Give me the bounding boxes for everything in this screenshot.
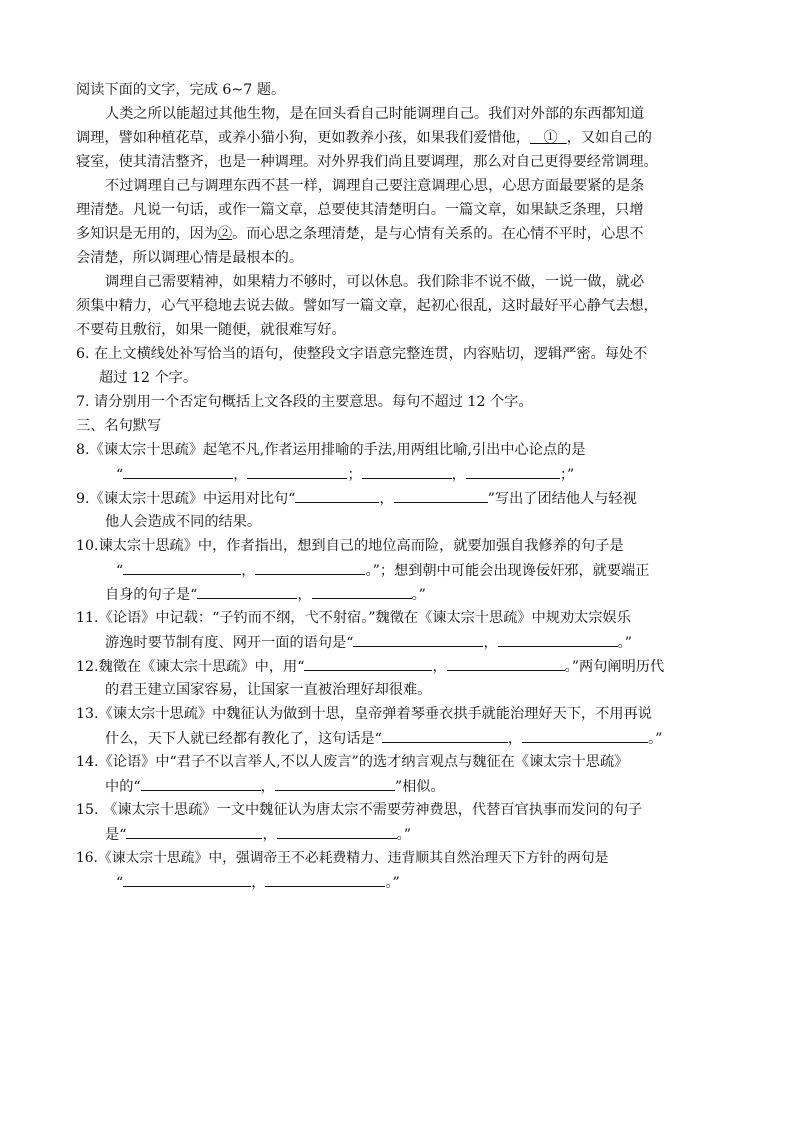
passage-p2-line2: 理清楚。凡说一句话，或作一篇文章，总要使其清楚明白。一篇文章，如果缺乏条理，只增 xyxy=(76,202,644,218)
q12-blank-2[interactable] xyxy=(447,654,565,671)
q11-blank-1[interactable] xyxy=(353,630,483,647)
question-13-line1: 13.《谏太宗十思疏》中魏征认为做到十思，皇帝弹着琴垂衣拱手就能治理好天下，不用再说 xyxy=(76,706,652,722)
q16-blank-2[interactable] xyxy=(265,870,385,887)
q9-blank-1[interactable] xyxy=(295,486,379,503)
question-12-line2: 的君王建立国家容易，让国家一直被治理好却很难。 xyxy=(105,682,432,698)
blank-2[interactable]: ② xyxy=(217,226,233,242)
q10-blank-3[interactable] xyxy=(197,582,297,599)
worksheet-page xyxy=(76,78,722,894)
question-7: 7. 请分别用一个否定句概括上文各段的主要意思。每句不超过 12 个字。 xyxy=(76,394,533,410)
passage-p1-line1: 人类之所以能超过其他生物，是在回头看自己时能调理自己。我们对外部的东西都知道 xyxy=(105,106,645,122)
q9-blank-2[interactable] xyxy=(394,486,488,503)
q13-blank-1[interactable] xyxy=(382,726,508,743)
question-10-line3: 自身的句子是“ ， 。” xyxy=(76,582,722,606)
q15-blank-2[interactable] xyxy=(277,822,397,839)
passage-p1-line2: 调理，譬如种植花草，或养小猫小狗，更如教养小孩，如果我们爱惜他， ① ，又如自己的 xyxy=(76,130,652,146)
q10-blank-4[interactable] xyxy=(312,582,412,599)
question-12-line1: 12.魏徵在《谏太宗十思疏》中，用“ ， 。”两句阐明历代 xyxy=(76,654,722,678)
passage-p2-line4: 会清楚，所以调理心情是最根本的。 xyxy=(76,250,304,266)
q13-blank-2[interactable] xyxy=(522,726,648,743)
question-16-line2: “ ， 。” xyxy=(76,870,722,894)
question-9-line2: 他人会造成不同的结果。 xyxy=(105,514,262,530)
q10-blank-2[interactable] xyxy=(255,558,365,575)
question-6-line2: 超过 12 个字。 xyxy=(99,370,198,386)
q15-blank-1[interactable] xyxy=(126,822,262,839)
passage-p3-line1: 调理自己需要精神，如果精力不够时，可以休息。我们除非不说不做，一说一做，就必 xyxy=(105,274,645,290)
question-11-line1: 11.《论语》中记载：“子钓而不纲，弋不射宿。”魏徵在《谏太宗十思疏》中规劝太宗娱乐 xyxy=(76,610,631,626)
question-8-line1: 8.《谏太宗十思疏》起笔不凡,作者运用排喻的手法,用两组比喻,引出中心论点的是 xyxy=(76,442,586,458)
q14-blank-2[interactable] xyxy=(275,774,395,791)
q12-blank-1[interactable] xyxy=(304,654,432,671)
question-13-line2: 什么，天下人就已经都有教化了，这句话是“ ， 。” xyxy=(76,726,722,750)
question-16-line1: 16.《谏太宗十思疏》中，强调帝王不必耗费精力、违背顺其自然治理天下方针的两句是 xyxy=(76,850,609,866)
question-10-line1: 10.谏太宗十思疏》中，作者指出，想到自己的地位高而险，就要加强自我修养的句子是 xyxy=(76,538,624,554)
passage-p2-line1: 不过调理自己与调理东西不甚一样，调理自己要注意调理心思，心思方面最要紧的是条 xyxy=(105,178,645,194)
q16-blank-1[interactable] xyxy=(123,870,251,887)
question-14-line2: 中的“ ， ”相似。 xyxy=(76,774,722,798)
question-14-line1: 14.《论语》中“君子不以言举人,不以人废言”的选才纳言观点与魏征在《谏太宗十思疏》 xyxy=(76,754,629,770)
q14-blank-1[interactable] xyxy=(141,774,261,791)
passage-p3-line2: 须集中精力，心气平稳地去说去做。譬如写一篇文章，起初心很乱，这时最好平心静气去想， xyxy=(76,298,658,314)
q11-blank-2[interactable] xyxy=(498,630,618,647)
q8-blank-4[interactable] xyxy=(466,462,560,479)
passage-p2-line3: 多知识是无用的，因为②。而心思之条理清楚，是与心情有关系的。在心情不平时，心思不 xyxy=(76,226,644,242)
question-8-line2: “ ， ； ， ；” xyxy=(76,462,722,486)
question-15-line2: 是“ ， 。” xyxy=(76,822,722,846)
question-15-line1: 15. 《谏太宗十思疏》一文中魏征认为唐太宗不需要劳神费思，代替百官执事而发问的句子 xyxy=(76,802,643,818)
question-11-line2: 游逸时要节制有度、网开一面的语句是“ ， 。” xyxy=(76,630,722,654)
reading-instruction: 阅读下面的文字，完成 6~7 题。 xyxy=(76,82,286,98)
section-3-heading: 三、名句默写 xyxy=(76,418,162,434)
q10-blank-1[interactable] xyxy=(123,558,241,575)
blank-1[interactable]: ① xyxy=(543,130,558,146)
q8-blank-1[interactable] xyxy=(123,462,233,479)
q8-blank-2[interactable] xyxy=(247,462,347,479)
question-6-line1: 6. 在上文横线处补写恰当的语句，使整段文字语意完整连贯，内容贴切，逻辑严密。每处不 xyxy=(76,346,648,362)
question-10-line2: “ ， 。”；想到朝中可能会出现谗佞奸邪，就要端正 xyxy=(76,558,722,582)
passage-p1-line3: 寝室，使其清洁整齐，也是一种调理。对外界我们尚且要调理，那么对自己更得要经常调理。 xyxy=(76,154,658,170)
question-9-line1: 9.《谏太宗十思疏》中运用对比句“ ， ”写出了团结他人与轻视 xyxy=(76,486,722,510)
q8-blank-3[interactable] xyxy=(362,462,452,479)
passage-p3-line3: 不要苟且敷衍，如果一随便，就很难写好。 xyxy=(76,322,346,338)
